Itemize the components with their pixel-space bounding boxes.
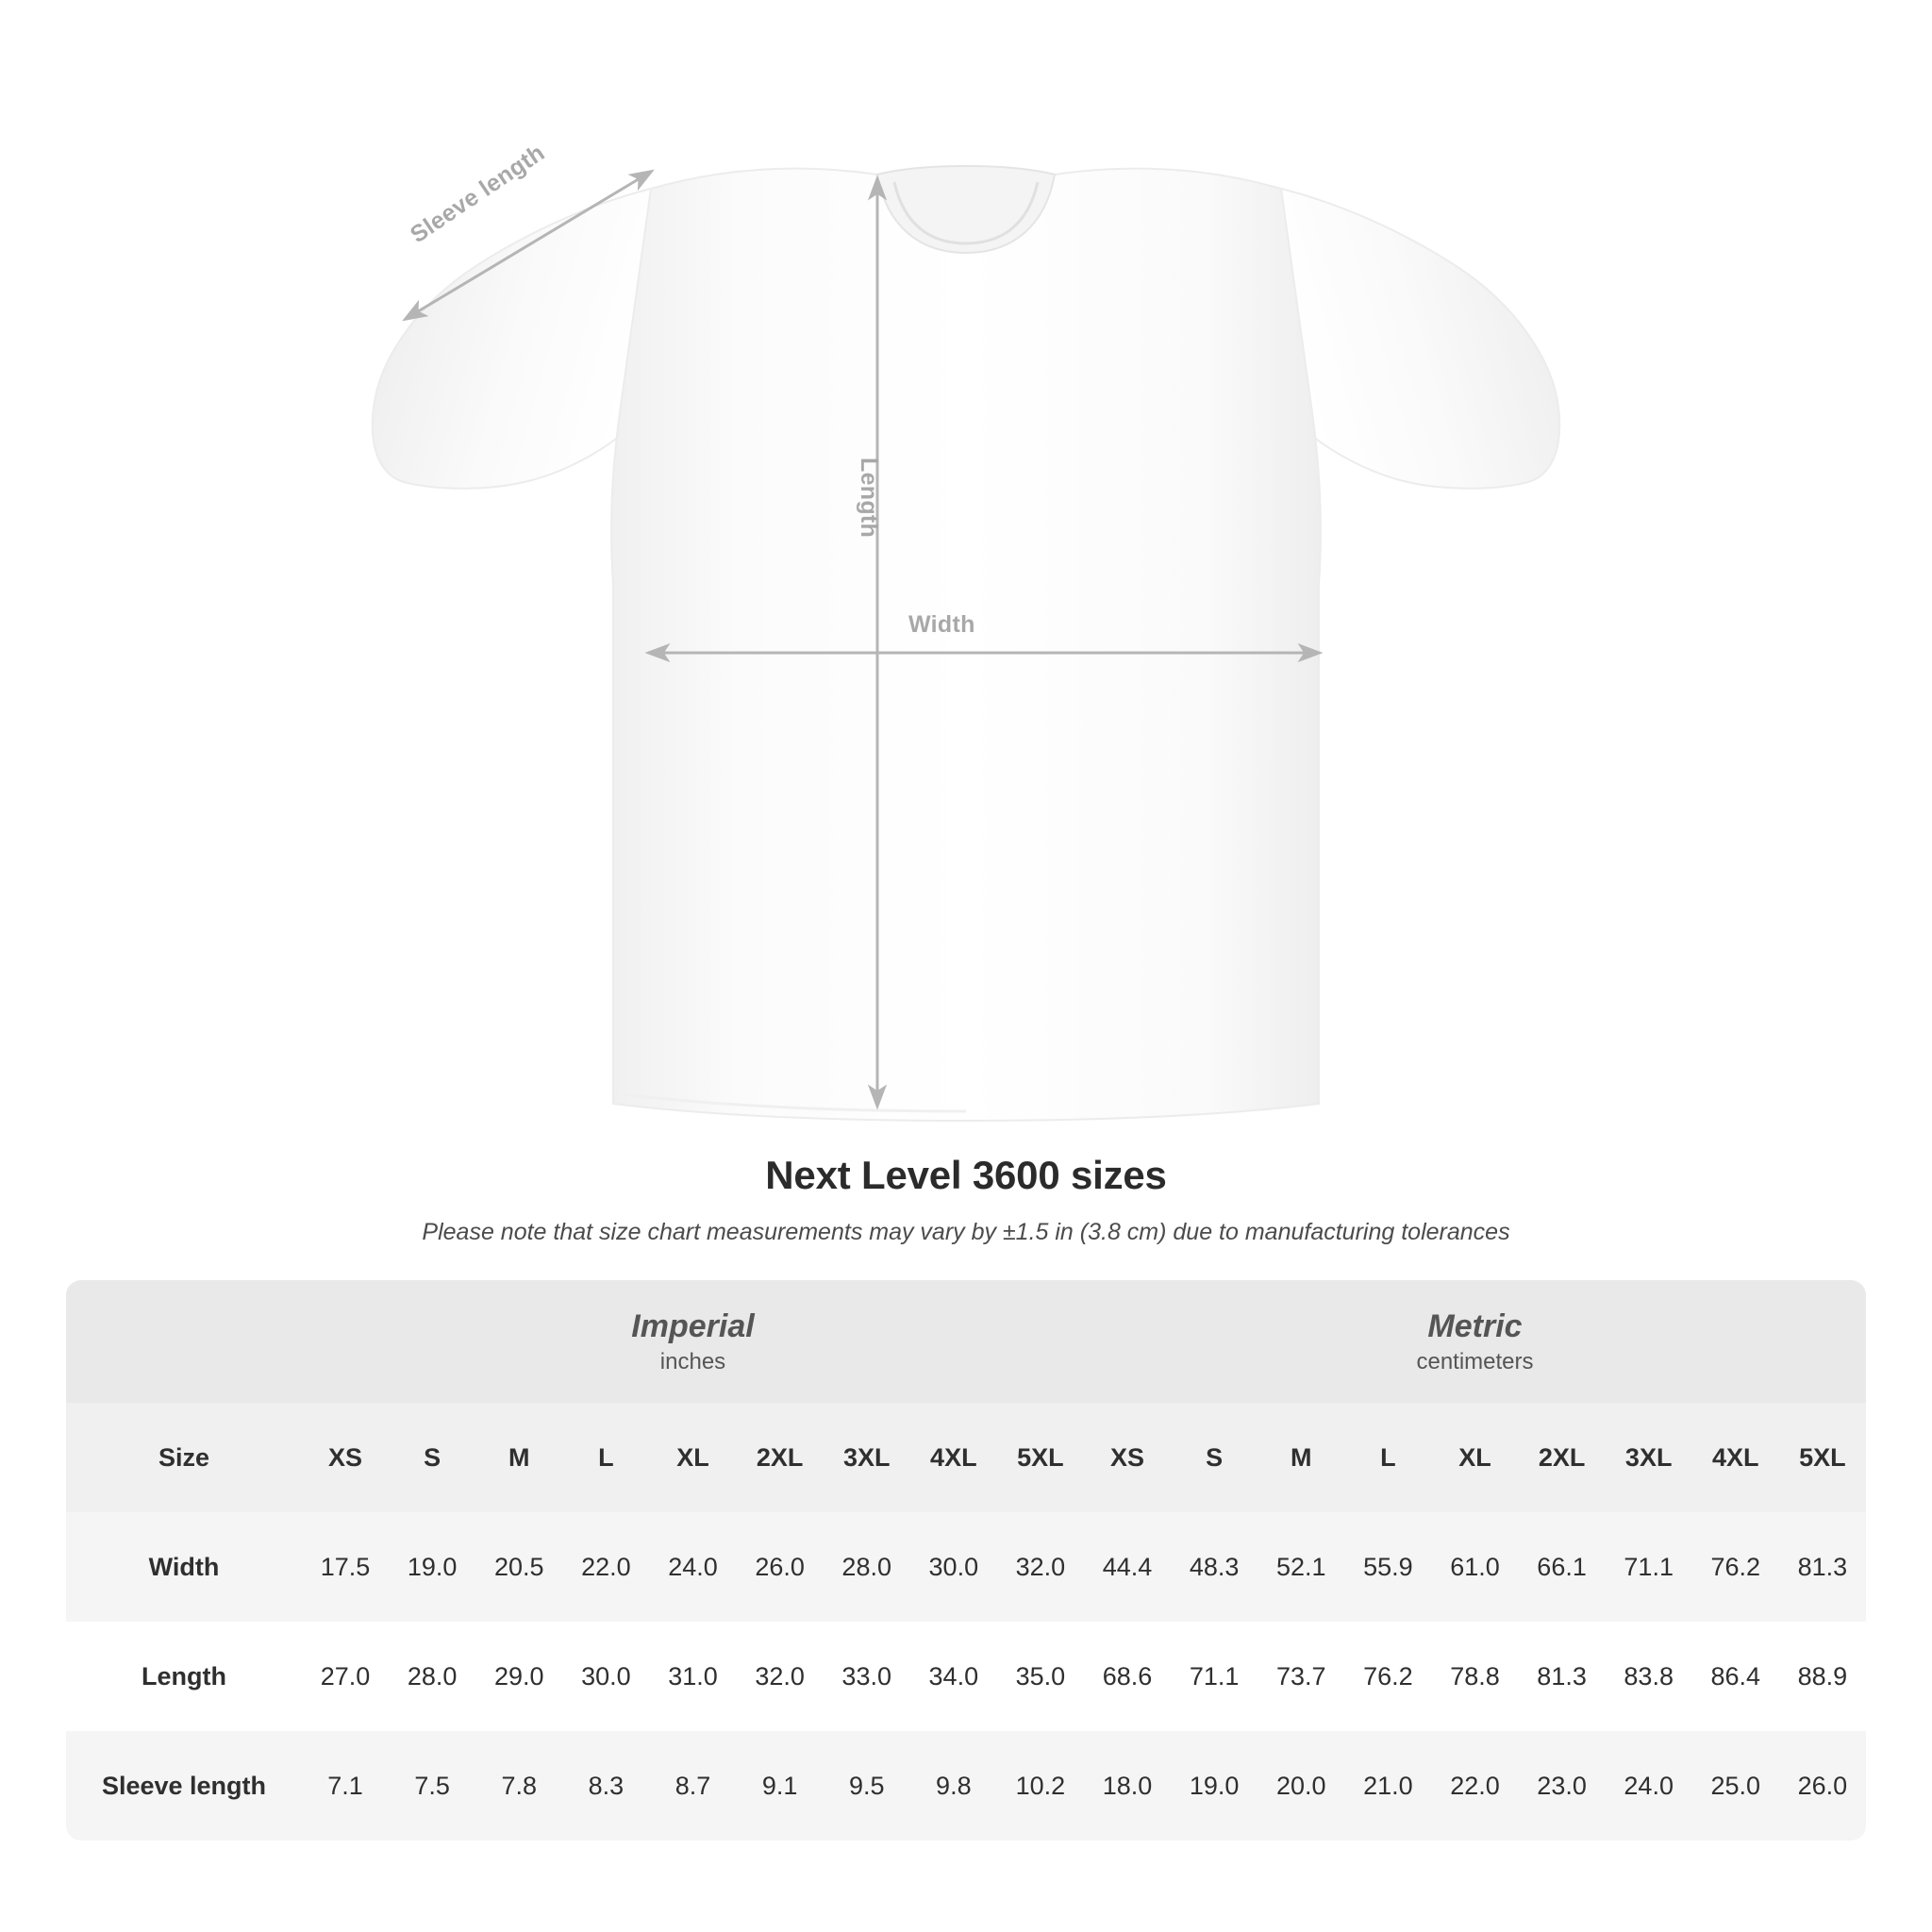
value-cell: 73.7	[1257, 1622, 1344, 1731]
value-cell: 25.0	[1692, 1731, 1779, 1840]
value-cell: 9.5	[824, 1731, 910, 1840]
size-cell: 3XL	[1606, 1403, 1692, 1512]
value-cell: 7.1	[302, 1731, 389, 1840]
value-cell: 9.8	[910, 1731, 997, 1840]
value-cell: 17.5	[302, 1512, 389, 1622]
value-cell: 22.0	[562, 1512, 649, 1622]
value-cell: 7.5	[389, 1731, 475, 1840]
value-cell: 34.0	[910, 1622, 997, 1731]
size-table	[66, 1280, 1866, 1840]
row-label-length: Length	[66, 1622, 302, 1731]
table-row	[66, 1512, 1866, 1622]
value-cell: 8.7	[649, 1731, 736, 1840]
value-cell: 76.2	[1344, 1622, 1431, 1731]
value-cell: 8.3	[562, 1731, 649, 1840]
value-cell: 52.1	[1257, 1512, 1344, 1622]
size-table-wrapper	[66, 1280, 1866, 1840]
value-cell: 35.0	[997, 1622, 1084, 1731]
value-cell: 88.9	[1779, 1622, 1866, 1731]
value-cell: 23.0	[1519, 1731, 1606, 1840]
value-cell: 24.0	[649, 1512, 736, 1622]
value-cell: 55.9	[1344, 1512, 1431, 1622]
table-size-row	[66, 1403, 1866, 1512]
value-cell: 7.8	[475, 1731, 562, 1840]
value-cell: 19.0	[389, 1512, 475, 1622]
value-cell: 28.0	[824, 1512, 910, 1622]
value-cell: 10.2	[997, 1731, 1084, 1840]
value-cell: 44.4	[1084, 1512, 1171, 1622]
length-label: Length	[856, 458, 882, 539]
value-cell: 31.0	[649, 1622, 736, 1731]
value-cell: 32.0	[997, 1512, 1084, 1622]
table-row	[66, 1731, 1866, 1840]
value-cell: 78.8	[1431, 1622, 1518, 1731]
width-label: Width	[908, 611, 975, 638]
size-cell: 5XL	[997, 1403, 1084, 1512]
title-block	[0, 1153, 1932, 1246]
unit-header-blank	[66, 1280, 302, 1403]
size-cell: M	[475, 1403, 562, 1512]
value-cell: 66.1	[1519, 1512, 1606, 1622]
value-cell: 86.4	[1692, 1622, 1779, 1731]
value-cell: 71.1	[1606, 1512, 1692, 1622]
size-cell: 2XL	[737, 1403, 824, 1512]
page-title: Next Level 3600 sizes	[765, 1153, 1167, 1197]
value-cell: 32.0	[737, 1622, 824, 1731]
unit-header-imperial	[302, 1280, 1084, 1403]
value-cell: 76.2	[1692, 1512, 1779, 1622]
size-cell: XS	[302, 1403, 389, 1512]
unit-header-metric	[1084, 1280, 1866, 1403]
value-cell: 22.0	[1431, 1731, 1518, 1840]
value-cell: 68.6	[1084, 1622, 1171, 1731]
unit-name-metric: Metric	[1427, 1308, 1523, 1345]
value-cell: 61.0	[1431, 1512, 1518, 1622]
value-cell: 30.0	[562, 1622, 649, 1731]
size-cell: 2XL	[1519, 1403, 1606, 1512]
value-cell: 26.0	[1779, 1731, 1866, 1840]
size-cell: S	[1171, 1403, 1257, 1512]
value-cell: 24.0	[1606, 1731, 1692, 1840]
size-cell: 4XL	[1692, 1403, 1779, 1512]
size-cell: L	[1344, 1403, 1431, 1512]
size-cell: XL	[1431, 1403, 1518, 1512]
value-cell: 29.0	[475, 1622, 562, 1731]
table-unit-header-row	[66, 1280, 1866, 1403]
size-cell: 3XL	[824, 1403, 910, 1512]
size-cell: XS	[1084, 1403, 1171, 1512]
size-row-label: Size	[66, 1403, 302, 1512]
size-cell: 5XL	[1779, 1403, 1866, 1512]
value-cell: 26.0	[737, 1512, 824, 1622]
row-label-sleeve-length: Sleeve length	[66, 1731, 302, 1840]
sleeve-length-label: Sleeve length	[406, 139, 550, 249]
value-cell: 81.3	[1519, 1622, 1606, 1731]
value-cell: 28.0	[389, 1622, 475, 1731]
size-cell: M	[1257, 1403, 1344, 1512]
value-cell: 20.0	[1257, 1731, 1344, 1840]
value-cell: 33.0	[824, 1622, 910, 1731]
tolerance-note: Please note that size chart measurements may vary by ±1.5 in (3.8 cm) due to manufacturing tolerances	[422, 1219, 1510, 1245]
value-cell: 20.5	[475, 1512, 562, 1622]
unit-name-imperial: Imperial	[631, 1308, 755, 1345]
value-cell: 27.0	[302, 1622, 389, 1731]
unit-sub-metric: centimeters	[1416, 1348, 1534, 1374]
table-row	[66, 1622, 1866, 1731]
value-cell: 48.3	[1171, 1512, 1257, 1622]
value-cell: 19.0	[1171, 1731, 1257, 1840]
value-cell: 21.0	[1344, 1731, 1431, 1840]
unit-sub-imperial: inches	[659, 1348, 726, 1374]
value-cell: 83.8	[1606, 1622, 1692, 1731]
size-cell: L	[562, 1403, 649, 1512]
value-cell: 81.3	[1779, 1512, 1866, 1622]
size-cell: XL	[649, 1403, 736, 1512]
size-cell: S	[389, 1403, 475, 1512]
size-cell: 4XL	[910, 1403, 997, 1512]
value-cell: 9.1	[737, 1731, 824, 1840]
value-cell: 18.0	[1084, 1731, 1171, 1840]
value-cell: 30.0	[910, 1512, 997, 1622]
value-cell: 71.1	[1171, 1622, 1257, 1731]
tshirt-shape	[373, 166, 1559, 1121]
row-label-width: Width	[66, 1512, 302, 1622]
